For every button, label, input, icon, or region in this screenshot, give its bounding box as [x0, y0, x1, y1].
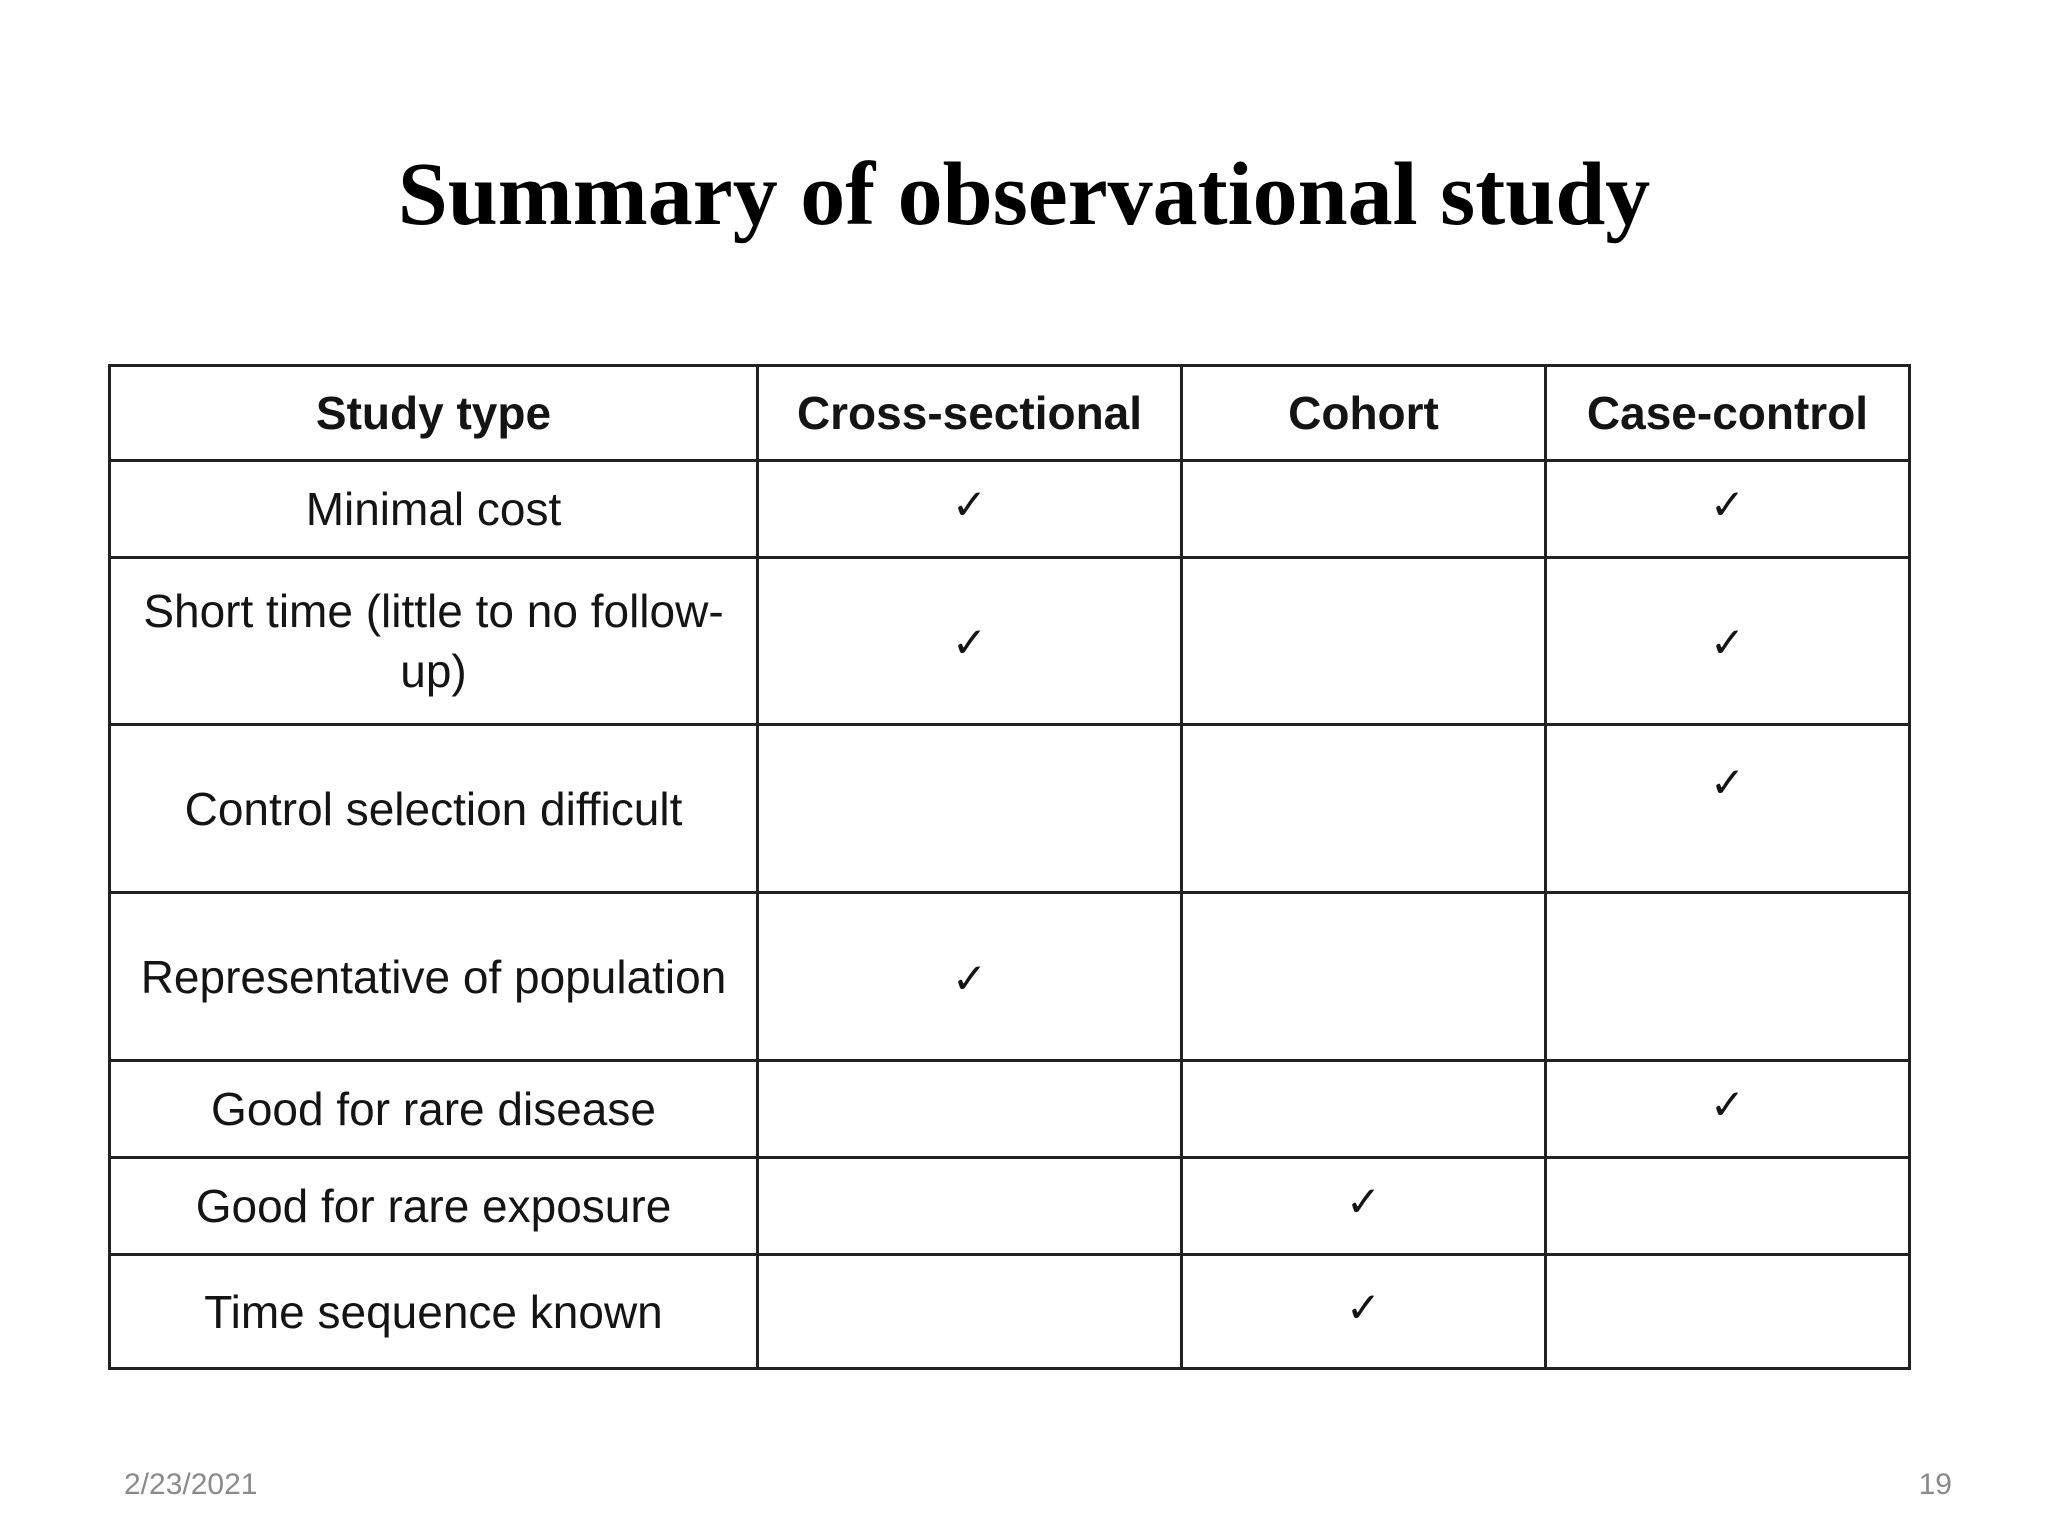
case-control-cell [1546, 461, 1910, 558]
cross-sectional-cell [758, 725, 1182, 893]
table-row [110, 1061, 1910, 1158]
cohort-cell [1182, 893, 1546, 1061]
slide-title: Summary of observational study [397, 145, 1651, 244]
cross-sectional-cell [758, 1255, 1182, 1369]
check-icon: ✓ [1709, 480, 1746, 529]
case-control-cell [1546, 725, 1910, 893]
cross-sectional-cell [758, 1158, 1182, 1255]
row-label: Short time (little to no follow-up) [110, 558, 758, 725]
case-control-cell [1546, 1158, 1910, 1255]
table-row [110, 1255, 1910, 1369]
check-icon: ✓ [1709, 618, 1746, 667]
table-header-row [110, 366, 1910, 461]
case-control-cell [1546, 1255, 1910, 1369]
cohort-cell [1182, 725, 1546, 893]
table-row [110, 558, 1910, 725]
cross-sectional-cell [758, 893, 1182, 1061]
slide-page-number: 19 [1918, 1468, 1952, 1501]
check-icon: ✓ [951, 618, 988, 667]
row-label: Control selection difficult [110, 725, 758, 893]
slide-date: 2/23/2021 [124, 1468, 258, 1501]
row-label: Good for rare exposure [110, 1158, 758, 1255]
table-row [110, 1158, 1910, 1255]
header-cohort: Cohort [1182, 366, 1546, 461]
cross-sectional-cell [758, 1061, 1182, 1158]
case-control-cell [1546, 1061, 1910, 1158]
row-label: Time sequence known [110, 1255, 758, 1369]
table-row [110, 893, 1910, 1061]
cross-sectional-cell [758, 558, 1182, 725]
cohort-cell [1182, 461, 1546, 558]
row-label: Minimal cost [110, 461, 758, 558]
table-row [110, 725, 1910, 893]
cohort-cell [1182, 1158, 1546, 1255]
case-control-cell [1546, 893, 1910, 1061]
header-cross-sectional: Cross-sectional [758, 366, 1182, 461]
row-label: Representative of population [110, 893, 758, 1061]
comparison-table [108, 364, 1911, 1370]
check-icon: ✓ [1345, 1177, 1382, 1226]
check-icon: ✓ [951, 480, 988, 529]
check-icon: ✓ [1709, 757, 1746, 807]
table-row [110, 461, 1910, 558]
row-label: Good for rare disease [110, 1061, 758, 1158]
cohort-cell [1182, 1061, 1546, 1158]
header-study-type: Study type [110, 366, 758, 461]
case-control-cell [1546, 558, 1910, 725]
header-case-control: Case-control [1546, 366, 1910, 461]
cross-sectional-cell [758, 461, 1182, 558]
cohort-cell [1182, 1255, 1546, 1369]
check-icon: ✓ [951, 953, 988, 1003]
check-icon: ✓ [1345, 1282, 1382, 1332]
check-icon: ✓ [1709, 1080, 1746, 1129]
cohort-cell [1182, 558, 1546, 725]
